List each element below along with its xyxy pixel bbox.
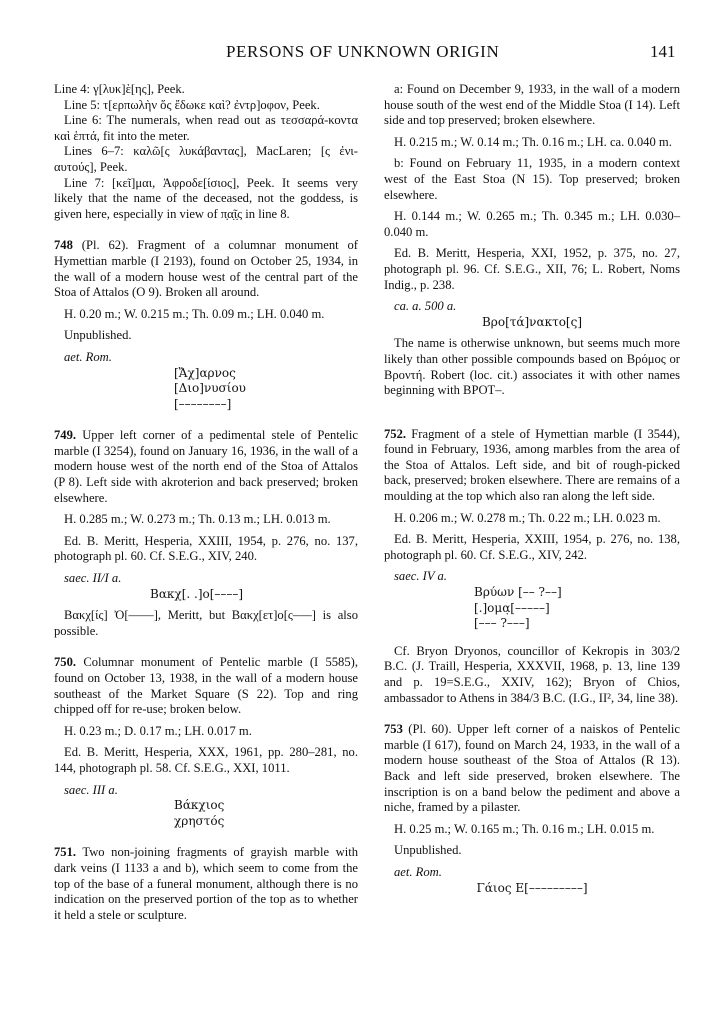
entry-752-description <box>384 427 680 505</box>
entry-749-inscription-line: Βακχ[. .]ο[––––] <box>150 586 244 601</box>
entry-753-description <box>384 722 680 816</box>
entry-748-publication: Unpublished. <box>64 328 132 343</box>
entry-748-date: aet. Rom. <box>64 349 112 364</box>
entry-753-dimensions: H. 0.25 m.; W. 0.165 m.; Th. 0.16 m.; LH. 0.015 m. <box>394 821 655 836</box>
entry-749-text: Upper left corner of a pedimental stele of Pentelic marble (I 3254), found on January 16, 1936, in the wall of a modern house west of the north end of the Stoa of Attalos (P 8). Left side with akroterion and back preserved; broken elsewhere. <box>54 428 358 505</box>
entry-751-date: ca. a. 500 a. <box>394 299 457 314</box>
entry-751-number: 751. <box>54 845 77 860</box>
entry-749-edition: Ed. B. Meritt, Hesperia, XXIII, 1954, p. 276, no. 137, photograph pl. 60. Cf. S.E.G., XIV, 240. <box>54 533 358 564</box>
entry-753-number: 753 <box>384 722 403 737</box>
entry-753-publication: Unpublished. <box>394 843 462 858</box>
note-lines-6-7: Lines 6–7: καλῶ[ς λυκάβαντας], MacLaren; [ς ἐνι-αυτούς], Peek. <box>54 144 358 174</box>
entry-748-inscription-line: [Ἄχ]αρνος <box>174 365 236 380</box>
entry-751-inscription: Βρο[τά]νακτο[ς] <box>481 314 583 329</box>
entry-753-inscription: Γάιος Ε[–––––––––] <box>476 880 588 895</box>
fragment-b-dimensions: H. 0.144 m.; W. 0.265 m.; Th. 0.345 m.; LH. 0.030–0.040 m. <box>384 209 680 239</box>
entry-751-text: Two non-joining fragments of grayish marble with dark veins (I 1133 a and b), which seem to come from the top of the base of a funeral monument, although there is no indication on the preserved portion of the top as to whether it held a stele or sculpture. <box>54 845 359 922</box>
entry-750-edition: Ed. B. Meritt, Hesperia, XXX, 1961, pp. 280–281, no. 144, photograph pl. 58. Cf. S.E.G., XXI, 1011. <box>54 745 358 775</box>
note-line-6: Line 6: The numerals, when read out as τεσσαρά-κοντα καὶ ἑπτά, fit into the meter. <box>54 113 358 143</box>
entry-752-number: 752. <box>384 426 407 441</box>
entry-751-description <box>54 845 358 923</box>
entry-753-date: aet. Rom. <box>394 864 442 879</box>
entry-748-number: 748 <box>54 238 73 253</box>
entry-752-edition: Ed. B. Meritt, Hesperia, XXIII, 1954, p. 276, no. 138, photograph pl. 60. Cf. S.E.G., XIV, 242. <box>384 532 680 562</box>
entry-749-note: Βακχ[ίς] Ὀ[––––], Meritt, but Βακχ[ετ]ο[ς–––] is also possible. <box>54 608 358 638</box>
entry-750-inscription-line: χρηστός <box>174 813 225 828</box>
entry-748-description <box>54 238 358 300</box>
note-line-4: Line 4: γ[λυκ]ὲ[ης], Peek. <box>54 82 185 96</box>
entry-748-inscription-line: [––––––––] <box>174 396 232 411</box>
entry-752-date: saec. IV a. <box>394 569 447 584</box>
running-header <box>0 42 725 66</box>
entry-752-inscription-line: [.]ομα̣[–––––] <box>474 600 550 615</box>
entry-752-inscription-line: [––– ?–––] <box>474 616 530 631</box>
entry-749-dimensions: H. 0.285 m.; W. 0.273 m.; Th. 0.13 m.; LH. 0.013 m. <box>64 512 331 527</box>
entry-750-dimensions: H. 0.23 m.; D. 0.17 m.; LH. 0.017 m. <box>64 723 252 738</box>
left-column <box>54 82 358 923</box>
entry-748-dimensions: H. 0.20 m.; W. 0.215 m.; Th. 0.09 m.; LH. 0.040 m. <box>64 306 325 321</box>
entry-750-description <box>54 655 358 717</box>
page-number: 141 <box>650 42 676 61</box>
entry-750-number: 750. <box>54 655 77 670</box>
fragment-b: b: Found on February 11, 1935, in a modern context west of the East Stoa (N 15). Top preserved; broken elsewhere. <box>384 156 680 202</box>
entry-749-number: 749. <box>54 428 77 443</box>
entry-750-inscription-line: Βάκχιος <box>174 798 225 813</box>
entry-748-inscription-line: [Διο]νυσίου <box>174 381 246 396</box>
entry-750-date: saec. III a. <box>64 782 118 797</box>
header-title: PERSONS OF UNKNOWN ORIGIN <box>226 42 500 61</box>
entry-751-note: The name is otherwise unknown, but seems much more likely than other possible compounds based on Βρόμος or Βροντή. Robert (loc. cit.) associates it with other names beginning with ΒΡΟΤ–. <box>384 336 680 398</box>
entry-751-edition: Ed. B. Meritt, Hesperia, XXI, 1952, p. 375, no. 27, photograph pl. 96. Cf. S.E.G., XII, 76; L. Robert, Noms Indig., p. 238. <box>384 246 680 292</box>
entry-752-inscription-line: Βρύων [–– ?––] <box>474 585 562 600</box>
entry-752-text: Fragment of a stele of Hymettian marble (I 3544), found in February, 1936, among marbles from the area of the Stoa of Attalos. Left side, and bit of rough-picked back, preserved; broken elsewhere. There are remains of a moulding at the top which also ran along the left side. <box>384 426 680 504</box>
entry-748-text: (Pl. 62). Fragment of a columnar monument of Hymettian marble (I 2193), found on October 25, 1934, in the wall of a modern house west of the central part of the Stoa of Attalos (O 9). Broken all around. <box>54 238 358 300</box>
entry-749-date: saec. II/I a. <box>64 571 122 586</box>
entry-749-description <box>54 428 358 506</box>
entry-752-dimensions: H. 0.206 m.; W. 0.278 m.; Th. 0.22 m.; LH. 0.023 m. <box>394 510 661 525</box>
entry-750-text: Columnar monument of Pentelic marble (I 5585), found on October 13, 1938, in the wall of a modern house southeast of the Market Square (S 22). Top and ring chipped off for re-use; broken below. <box>54 655 358 717</box>
entry-752-note: Cf. Bryon Dryonos, councillor of Kekropis in 303/2 B.C. (J. Traill, Hesperia, XXXVII, 1968, p. 13, line 139 and p. 19=S.E.G., XXIV, 162); Bryon of Chios, ambassador to Athens in 384/3 B.C. (I.G., II², 34, line 38). <box>384 643 680 705</box>
right-column <box>384 82 680 896</box>
entry-753-text: (Pl. 60). Upper left corner of a naiskos of Pentelic marble (I 617), found on March 24, 1933, in the wall of a modern house southeast of the Stoa of Attalos (R 13). Back and left side preserved, broken elsewhere. The inscription is on a band below the pediment and above a niche, framed by a pilaster. <box>384 722 680 815</box>
fragment-a-dimensions: H. 0.215 m.; W. 0.14 m.; Th. 0.16 m.; LH. ca. 0.040 m. <box>394 134 672 149</box>
note-line-5: Line 5: τ[ερπωλὴν ὅς ἔδωκε καὶ? ἐντρ]οφον, Peek. <box>64 97 320 112</box>
note-line-7: Line 7: [κεῖ]μαι, Ἀφροδε[ίσιος], Peek. It seems very likely that the name of the deceased, not the goddess, is given here, especially in view of π̣α̣ῖ̣ς in line 8. <box>54 175 358 221</box>
fragment-a: a: Found on December 9, 1933, in the wall of a modern house south of the west end of the Middle Stoa (I 14). Left side and top preserved; broken elsewhere. <box>384 82 680 128</box>
